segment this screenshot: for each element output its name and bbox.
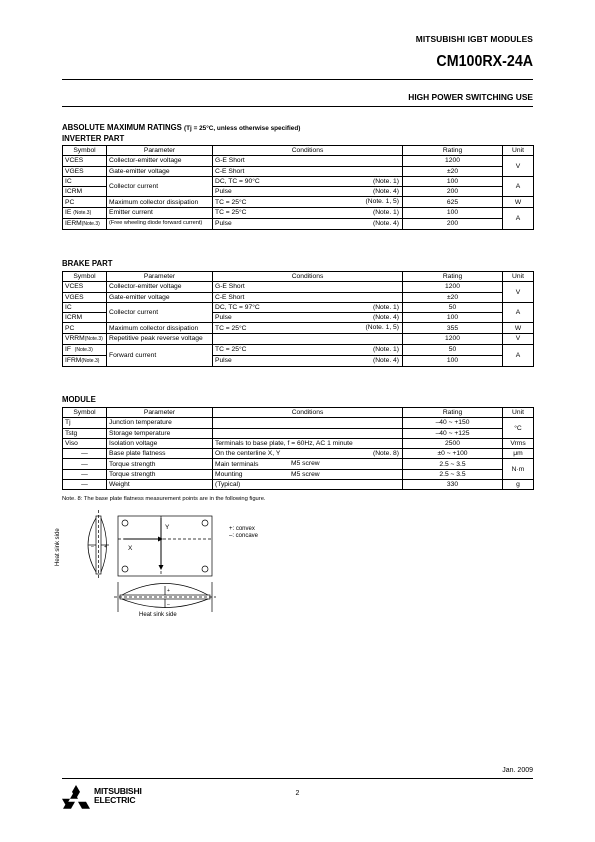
conditions-cell — [213, 344, 403, 355]
parameter-cell: Weight — [107, 480, 213, 490]
table-header-row — [63, 146, 534, 156]
screw-size: M5 screw — [291, 470, 320, 478]
symbol-cell: PC — [63, 197, 107, 207]
table-row — [63, 292, 534, 302]
col-symbol: Symbol — [63, 146, 107, 156]
col-conditions: Conditions — [213, 272, 403, 282]
col-unit: Unit — [503, 408, 534, 418]
symbol-cell — [63, 333, 107, 344]
conditions-cell — [213, 197, 403, 207]
note-ref: (Note. 1) — [372, 208, 399, 216]
conditions-cell — [213, 323, 403, 333]
mount-hole — [202, 566, 208, 572]
ratings-title — [62, 123, 300, 132]
unit-cell: V — [503, 156, 534, 177]
conditions-cell — [213, 428, 403, 438]
rating-cell: ±0 ~ +100 — [403, 449, 503, 459]
rating-cell: –40 ~ +125 — [403, 428, 503, 438]
rating-cell: 2500 — [403, 438, 503, 448]
parameter-cell: Storage temperature — [107, 428, 213, 438]
symbol-cell: Viso — [63, 438, 107, 448]
date: Jan. 2009 — [502, 767, 533, 774]
table-row — [63, 302, 534, 312]
table-row — [63, 156, 534, 166]
note-ref: (Note. 4) — [372, 219, 399, 227]
table-header-row — [63, 272, 534, 282]
table-row — [63, 333, 534, 344]
symbol-cell: — — [63, 480, 107, 490]
symbol-text: IF — [65, 345, 71, 353]
conditions-text: Main terminals — [215, 460, 259, 468]
col-rating: Rating — [403, 146, 503, 156]
table-header-row — [63, 408, 534, 418]
note-ref: (Note. 1) — [372, 345, 399, 353]
logo-text — [94, 787, 142, 805]
conditions-text: Pulse — [215, 188, 232, 196]
part-number: CM100RX-24A — [436, 53, 533, 70]
unit-cell: V — [503, 282, 534, 303]
conditions-text: Pulse — [215, 314, 232, 322]
rating-cell: 355 — [403, 323, 503, 333]
unit-cell: °C — [503, 418, 534, 439]
conditions-cell: (Typical) — [213, 480, 403, 490]
symbol-cell: — — [63, 469, 107, 479]
unit-cell: Vrms — [503, 438, 534, 448]
legend-concave: –: concave — [229, 533, 259, 539]
symbol-cell — [63, 344, 107, 355]
col-unit: Unit — [503, 272, 534, 282]
parameter-cell: Repetitive peak reverse voltage — [107, 333, 213, 344]
col-unit: Unit — [503, 146, 534, 156]
table-row — [63, 323, 534, 333]
bottom-label: Heat sink side — [139, 612, 177, 618]
table-row — [63, 207, 534, 218]
parameter-cell: Torque strength — [107, 459, 213, 469]
conditions-cell — [213, 469, 403, 479]
brake-table — [62, 271, 534, 367]
table-row — [63, 459, 534, 469]
conditions-text: C-E Short — [215, 167, 245, 175]
symbol-note: (Note.3) — [74, 346, 93, 353]
rating-cell: 2.5 ~ 3.5 — [403, 469, 503, 479]
symbol-cell — [63, 218, 107, 229]
logo-line-2: ELECTRIC — [94, 795, 136, 805]
table-row — [63, 449, 534, 459]
logo-line-1: MITSUBISHI — [94, 786, 142, 796]
footer-rule — [62, 778, 533, 779]
axis-x-label: X — [128, 545, 133, 552]
bottom-minus-sign: – — [167, 602, 170, 608]
conditions-cell — [213, 187, 403, 197]
module-table — [62, 407, 534, 490]
table-row — [63, 176, 534, 186]
symbol-note: (Note.3) — [81, 357, 100, 364]
parameter-cell: Maximum collector dissipation — [107, 323, 213, 333]
table-row — [63, 218, 534, 229]
parameter-cell: Torque strength — [107, 469, 213, 479]
conditions-cell — [213, 156, 403, 166]
conditions-cell — [213, 459, 403, 469]
symbol-cell: Tj — [63, 418, 107, 428]
note-ref: (Note. 1) — [372, 303, 399, 311]
note-ref: (Note. 4) — [372, 188, 399, 196]
rating-cell: 1200 — [403, 333, 503, 344]
symbol-note: (Note.3) — [73, 209, 92, 216]
table-row — [63, 438, 534, 448]
unit-cell: g — [503, 480, 534, 490]
symbol-cell: Tstg — [63, 428, 107, 438]
rating-cell: ±20 — [403, 292, 503, 302]
symbol-cell: IC — [63, 302, 107, 312]
rating-cell: 330 — [403, 480, 503, 490]
rating-cell: 50 — [403, 302, 503, 312]
unit-cell: N·m — [503, 459, 534, 480]
note-ref: (Note. 8) — [372, 450, 399, 458]
conditions-cell — [213, 418, 403, 428]
conditions-text: TC = 25°C — [215, 209, 247, 217]
unit-cell: A — [503, 302, 534, 323]
header-rule — [62, 79, 533, 80]
symbol-cell: VCES — [63, 282, 107, 292]
conditions-text: On the centerline X, Y — [215, 450, 281, 458]
symbol-cell: ICRM — [63, 313, 107, 323]
side-minus-sign: – — [91, 544, 94, 550]
bottom-plus-sign: + — [167, 588, 170, 594]
page-number: 2 — [295, 790, 300, 797]
brand-header: MITSUBISHI IGBT MODULES — [415, 34, 533, 44]
parameter-cell: (Free wheeling diode forward current) — [107, 218, 213, 229]
use-label: HIGH POWER SWITCHING USE — [408, 92, 533, 102]
rating-cell: 100 — [403, 355, 503, 366]
mount-hole — [202, 520, 208, 526]
symbol-cell: ICRM — [63, 187, 107, 197]
parameter-cell: Collector current — [107, 302, 213, 323]
conditions-text: DC, TC = 97°C — [215, 304, 260, 312]
rating-cell: 1200 — [403, 282, 503, 292]
symbol-note: (Note.3) — [84, 335, 103, 342]
conditions-text: Pulse — [215, 357, 232, 365]
unit-cell: μm — [503, 449, 534, 459]
symbol-cell — [63, 355, 107, 366]
parameter-cell: Emitter current — [107, 207, 213, 218]
symbol-cell: VGES — [63, 166, 107, 176]
parameter-cell: Collector current — [107, 176, 213, 197]
axis-y-label: Y — [165, 524, 170, 531]
y-arrowhead-icon — [159, 565, 164, 570]
unit-cell: W — [503, 197, 534, 207]
table-row — [63, 480, 534, 490]
side-label: Heat sink side — [55, 528, 61, 566]
rating-cell: 200 — [403, 218, 503, 229]
mitsubishi-logo-icon — [62, 785, 90, 811]
parameter-cell: Gate-emitter voltage — [107, 292, 213, 302]
inverter-table — [62, 145, 534, 230]
symbol-text: IERM — [65, 219, 82, 227]
symbol-cell: VGES — [63, 292, 107, 302]
rating-cell: 200 — [403, 187, 503, 197]
unit-cell: V — [503, 333, 534, 344]
col-rating: Rating — [403, 408, 503, 418]
conditions-text: Mounting — [215, 470, 243, 478]
symbol-note: (Note.3) — [81, 220, 100, 227]
rating-cell: –40 ~ +150 — [403, 418, 503, 428]
symbol-cell: PC — [63, 323, 107, 333]
screw-size: M5 screw — [291, 460, 320, 468]
symbol-cell: IC — [63, 176, 107, 186]
col-conditions: Conditions — [213, 408, 403, 418]
mount-hole — [122, 520, 128, 526]
conditions-text: TC = 25°C — [215, 346, 247, 354]
conditions-cell — [213, 302, 403, 312]
rating-cell: 100 — [403, 313, 503, 323]
conditions-cell — [213, 355, 403, 366]
symbol-text: IE — [65, 208, 72, 216]
conditions-cell — [213, 282, 403, 292]
symbol-cell: — — [63, 449, 107, 459]
conditions-cell — [213, 207, 403, 218]
conditions-text: TC = 25°C — [215, 324, 247, 332]
side-plus-sign: + — [104, 544, 107, 550]
conditions-text: TC = 25°C — [215, 198, 247, 206]
conditions-text: DC, TC = 90°C — [215, 178, 260, 186]
ratings-title-text: ABSOLUTE MAXIMUM RATINGS — [62, 123, 182, 132]
parameter-cell: Forward current — [107, 344, 213, 366]
brake-title: BRAKE PART — [62, 259, 113, 268]
conditions-cell — [213, 292, 403, 302]
mount-hole — [122, 566, 128, 572]
legend — [229, 526, 258, 540]
rating-cell: 100 — [403, 207, 503, 218]
conditions-cell — [213, 218, 403, 229]
parameter-cell: Isolation voltage — [107, 438, 213, 448]
inverter-title: INVERTER PART — [62, 134, 125, 143]
unit-cell: A — [503, 344, 534, 366]
table-row — [63, 428, 534, 438]
parameter-cell: Collector-emitter voltage — [107, 156, 213, 166]
note-ref: (Note. 1, 5) — [365, 324, 399, 332]
module-title: MODULE — [62, 395, 96, 404]
col-rating: Rating — [403, 272, 503, 282]
conditions-cell — [213, 313, 403, 323]
col-symbol: Symbol — [63, 408, 107, 418]
conditions-text: C-E Short — [215, 293, 245, 301]
table-row — [63, 197, 534, 207]
rating-cell: 2.5 ~ 3.5 — [403, 459, 503, 469]
rating-cell: 625 — [403, 197, 503, 207]
rating-cell: 50 — [403, 344, 503, 355]
legend-convex: +: convex — [229, 526, 255, 532]
symbol-text: IFRM — [65, 356, 82, 364]
ratings-condition: (Tj = 25°C, unless otherwise specified) — [184, 125, 301, 132]
conditions-text: G-E Short — [215, 283, 245, 291]
conditions-cell — [213, 449, 403, 459]
table-row — [63, 344, 534, 355]
parameter-cell: Collector-emitter voltage — [107, 282, 213, 292]
conditions-text: Pulse — [215, 220, 232, 228]
note-ref: (Note. 4) — [372, 314, 399, 322]
conditions-cell: Terminals to base plate, f = 60Hz, AC 1 minute — [213, 438, 403, 448]
col-conditions: Conditions — [213, 146, 403, 156]
rating-cell: 100 — [403, 176, 503, 186]
col-parameter: Parameter — [107, 146, 213, 156]
note-ref: (Note. 1, 5) — [365, 198, 399, 206]
col-parameter: Parameter — [107, 408, 213, 418]
unit-cell: A — [503, 207, 534, 229]
note-8: Note. 8: The base plate flatness measurement points are in the following figure. — [62, 496, 266, 502]
conditions-cell — [213, 166, 403, 176]
conditions-cell — [213, 176, 403, 186]
parameter-cell: Gate-emitter voltage — [107, 166, 213, 176]
table-row — [63, 469, 534, 479]
note-ref: (Note. 1) — [372, 177, 399, 185]
symbol-cell: VCES — [63, 156, 107, 166]
table-row — [63, 166, 534, 176]
conditions-text: G-E Short — [215, 157, 245, 165]
unit-cell: W — [503, 323, 534, 333]
symbol-text: VRRM — [65, 334, 85, 342]
col-parameter: Parameter — [107, 272, 213, 282]
flatness-figure — [66, 508, 316, 626]
table-row — [63, 418, 534, 428]
rating-cell: ±20 — [403, 166, 503, 176]
parameter-cell: Maximum collector dissipation — [107, 197, 213, 207]
symbol-cell — [63, 207, 107, 218]
unit-cell: A — [503, 176, 534, 197]
symbol-cell: — — [63, 459, 107, 469]
parameter-cell: Junction temperature — [107, 418, 213, 428]
table-row — [63, 282, 534, 292]
parameter-cell: Base plate flatness — [107, 449, 213, 459]
note-ref: (Note. 4) — [372, 356, 399, 364]
rating-cell: 1200 — [403, 156, 503, 166]
header-rule-2 — [62, 106, 533, 107]
conditions-cell — [213, 333, 403, 344]
col-symbol: Symbol — [63, 272, 107, 282]
